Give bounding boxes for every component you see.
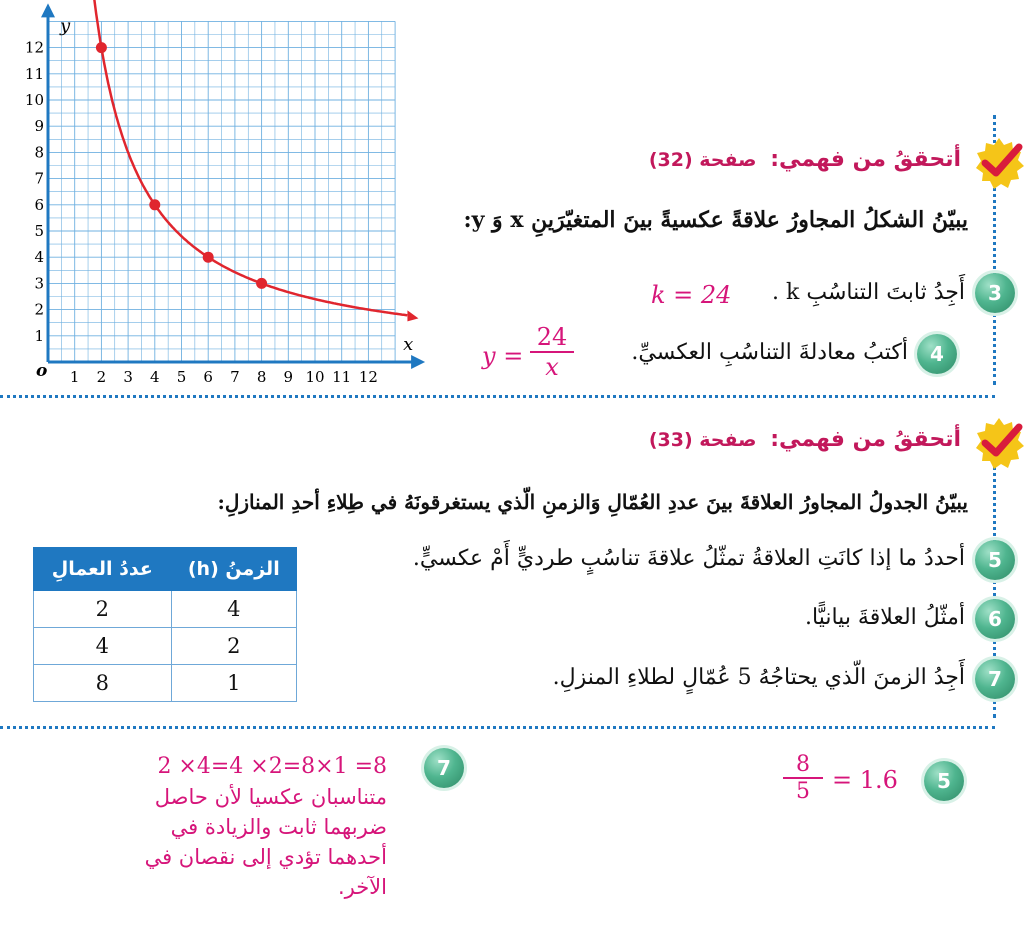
section2-border-bottom: [0, 726, 995, 729]
y-tick-label: 3: [34, 274, 44, 293]
question-6-badge: 6: [975, 599, 1015, 639]
section2-page-ref: صفحة (33): [648, 429, 757, 451]
section1-statement: يبيّنُ الشكلُ المجاورُ علاقةً عكسيةً بينَ المتغيّرَينِ x وَ y:: [463, 207, 968, 233]
y-tick-label: 2: [34, 300, 44, 319]
y-tick-label: 5: [34, 222, 44, 240]
question-7-text: أَجِدُ الزمنَ الّذي يحتاجُهُ 5 عُمّالٍ لطلاءِ المنزلِ.: [552, 665, 965, 690]
table-cell-workers: 4: [34, 628, 172, 665]
answer-5-badge: 5: [924, 761, 964, 801]
x-tick-label: 2: [96, 368, 107, 386]
answer-7-line: متناسبان عكسيا لأن حاصل: [154, 785, 387, 809]
x-tick-label: 8: [256, 368, 267, 386]
answer-7-equation: 2 ×4=4 ×2=8×1 =8: [157, 754, 387, 779]
table-cell-time: 2: [171, 628, 296, 665]
question-6-text: أمثّلُ العلاقةَ بيانيًّا.: [805, 605, 965, 630]
data-point: [96, 42, 107, 53]
table-row: [34, 628, 297, 665]
question-7-badge: 7: [975, 659, 1015, 699]
chart-axes: [41, 3, 425, 369]
y-tick-label: 6: [34, 195, 44, 214]
y-tick-label: 10: [24, 91, 44, 109]
table-row: [34, 665, 297, 702]
question-5-badge: 5: [975, 540, 1015, 580]
inverse-variation-graph: [0, 0, 414, 390]
section2-statement: يبيّنُ الجدولُ المجاورُ العلاقةَ بينَ عددِ العُمّالِ وَالزمنِ الّذي يستغرقونَهُ في طِلاءِ أحدِ المنازلِ:: [217, 490, 968, 514]
x-axis-label: x: [403, 334, 414, 355]
section1-title: أتحققُ من فهمي:: [770, 147, 961, 172]
x-tick-label: 12: [358, 368, 378, 386]
x-tick-label: 5: [176, 368, 187, 386]
answer-7-line: الآخر.: [337, 875, 387, 899]
y-tick-label: 4: [34, 248, 44, 267]
table-header-workers: عددُ العمالِ: [34, 548, 172, 591]
x-tick-label: 11: [332, 368, 352, 386]
origin-label: o: [36, 361, 48, 381]
y-axis-label: y: [60, 15, 71, 37]
data-point: [203, 252, 214, 263]
table-header-time: الزمنُ (h): [171, 548, 296, 591]
table-cell-workers: 8: [34, 665, 172, 702]
answer-7-text: [67, 752, 387, 902]
x-tick-label: 6: [203, 368, 213, 386]
section2-header: [649, 427, 961, 452]
question-4-answer-fraction: [530, 323, 574, 381]
x-tick-label: 4: [150, 368, 160, 386]
question-4-answer-lhs: y =: [482, 342, 524, 370]
section1-page-ref: صفحة (32): [648, 149, 757, 171]
y-tick-label: 8: [34, 143, 44, 162]
table-row: [34, 591, 297, 628]
fraction-denominator: 5: [796, 779, 810, 804]
table-cell-time: 4: [171, 591, 296, 628]
x-tick-label: 9: [283, 368, 294, 386]
fraction-denominator: x: [545, 353, 559, 381]
x-tick-label: 1: [69, 368, 80, 386]
curve-arrow-icon: [407, 310, 418, 321]
answer-7-line: ضربهما ثابت والزيادة في: [170, 815, 387, 839]
workers-time-table: [33, 547, 297, 702]
table-cell-time: 1: [171, 665, 296, 702]
answer-7-line: أحدهما تؤدي إلى نقصان في: [144, 845, 387, 869]
section2-title: أتحققُ من فهمي:: [770, 427, 961, 452]
y-axis-arrow-icon: [41, 3, 55, 17]
section1-header: [649, 147, 961, 172]
data-point: [256, 278, 267, 289]
question-4-badge: 4: [917, 334, 957, 374]
fraction-numerator: 8: [783, 752, 823, 779]
x-tick-label: 7: [230, 368, 240, 386]
section1-border-bottom: [0, 395, 995, 398]
answer-7-badge: 7: [424, 748, 464, 788]
chart-tick-labels: [25, 39, 378, 386]
y-tick-label: 1: [34, 326, 44, 345]
y-tick-label: 7: [34, 169, 44, 188]
table-header-row: [34, 548, 297, 591]
question-3-answer: k = 24: [651, 281, 732, 309]
x-tick-label: 3: [123, 368, 133, 386]
x-axis-arrow-icon: [411, 355, 425, 369]
answer-5-fraction: [783, 752, 823, 804]
table-cell-workers: 2: [34, 591, 172, 628]
y-tick-label: 12: [24, 38, 44, 57]
y-tick-label: 9: [34, 117, 44, 136]
question-3-badge: 3: [975, 273, 1015, 313]
check-badge-icon: [971, 135, 1027, 191]
question-5-text: أحددُ ما إذا كانَتِ العلاقةُ تمثّلُ علاقةَ تناسُبٍ طرديٍّ أَمْ عكسيٍّ.: [412, 546, 965, 571]
x-tick-label: 10: [305, 368, 325, 386]
chart-grid: [48, 21, 395, 362]
answer-5-result: = 1.6: [832, 766, 898, 794]
question-3-text: أَجِدُ ثابتَ التناسُبِ k .: [772, 280, 965, 305]
data-point: [149, 199, 160, 210]
fraction-numerator: 24: [530, 323, 574, 353]
check-badge-icon: [971, 415, 1027, 471]
question-4-text: أكتبُ معادلةَ التناسُبِ العكسيِّ.: [631, 340, 908, 365]
y-tick-label: 11: [24, 64, 44, 83]
